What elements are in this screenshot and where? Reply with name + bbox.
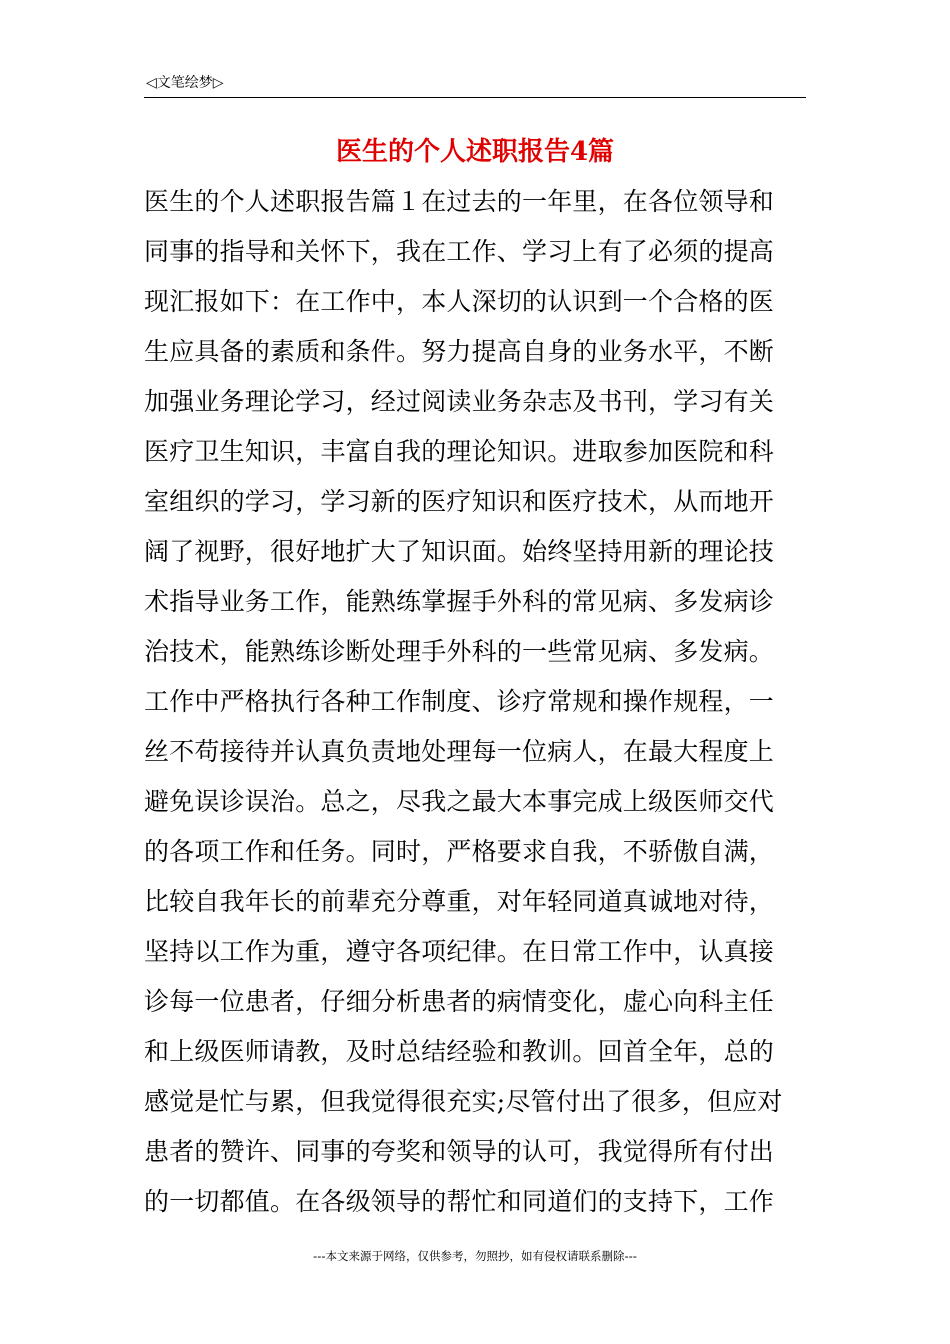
body-line: 感觉是忙与累，但我觉得很充实;尽管付出了很多，但应对: [144, 1087, 783, 1116]
body-line: 丝不苟接待并认真负责地处理每一位病人，在最大程度上: [144, 737, 775, 766]
body-line: 坚持以工作为重，遵守各项纪律。在日常工作中，认真接: [144, 937, 775, 966]
body-line: 的各项工作和任务。同时，严格要求自我，不骄傲自满，: [144, 837, 775, 866]
body-line: 医生的个人述职报告篇１在过去的一年里，在各位领导和: [144, 187, 775, 216]
body-line: 比较自我年长的前辈充分尊重，对年轻同道真诚地对待，: [144, 887, 775, 916]
body-line: 现汇报如下：在工作中，本人深切的认识到一个合格的医: [144, 287, 775, 316]
body-line: 的一切都值。在各级领导的帮忙和同道们的支持下，工作: [144, 1187, 775, 1216]
body-line: 术指导业务工作，能熟练掌握手外科的常见病、多发病诊: [144, 587, 775, 616]
body-line: 治技术，能熟练诊断处理手外科的一些常见病、多发病。: [144, 637, 775, 666]
body-line: 医疗卫生知识，丰富自我的理论知识。进取参加医院和科: [144, 437, 775, 466]
body-line: 生应具备的素质和条件。努力提高自身的业务水平，不断: [144, 337, 775, 366]
body-line: 患者的赞许、同事的夸奖和领导的认可，我觉得所有付出: [144, 1137, 775, 1166]
header-divider: [144, 97, 806, 98]
body-line: 室组织的学习，学习新的医疗知识和医疗技术，从而地开: [144, 487, 775, 516]
header-label: ◁文笔绘梦▷: [146, 75, 224, 91]
body-text: [144, 177, 814, 1227]
document-title: 医生的个人述职报告4篇: [335, 137, 615, 167]
footer-disclaimer: ---本文来源于网络，仅供参考，勿照抄，如有侵权请联系删除---: [313, 1249, 637, 1263]
body-line: 阔了视野，很好地扩大了知识面。始终坚持用新的理论技: [144, 537, 775, 566]
body-line: 和上级医师请教，及时总结经验和教训。回首全年，总的: [144, 1037, 775, 1066]
body-line: 同事的指导和关怀下，我在工作、学习上有了必须的提高: [144, 237, 775, 266]
body-line: 诊每一位患者，仔细分析患者的病情变化，虚心向科主任: [144, 987, 775, 1016]
body-line: 避免误诊误治。总之，尽我之最大本事完成上级医师交代: [144, 787, 775, 816]
body-line: 加强业务理论学习，经过阅读业务杂志及书刊，学习有关: [144, 387, 775, 416]
body-line: 工作中严格执行各种工作制度、诊疗常规和操作规程，一: [144, 687, 775, 716]
